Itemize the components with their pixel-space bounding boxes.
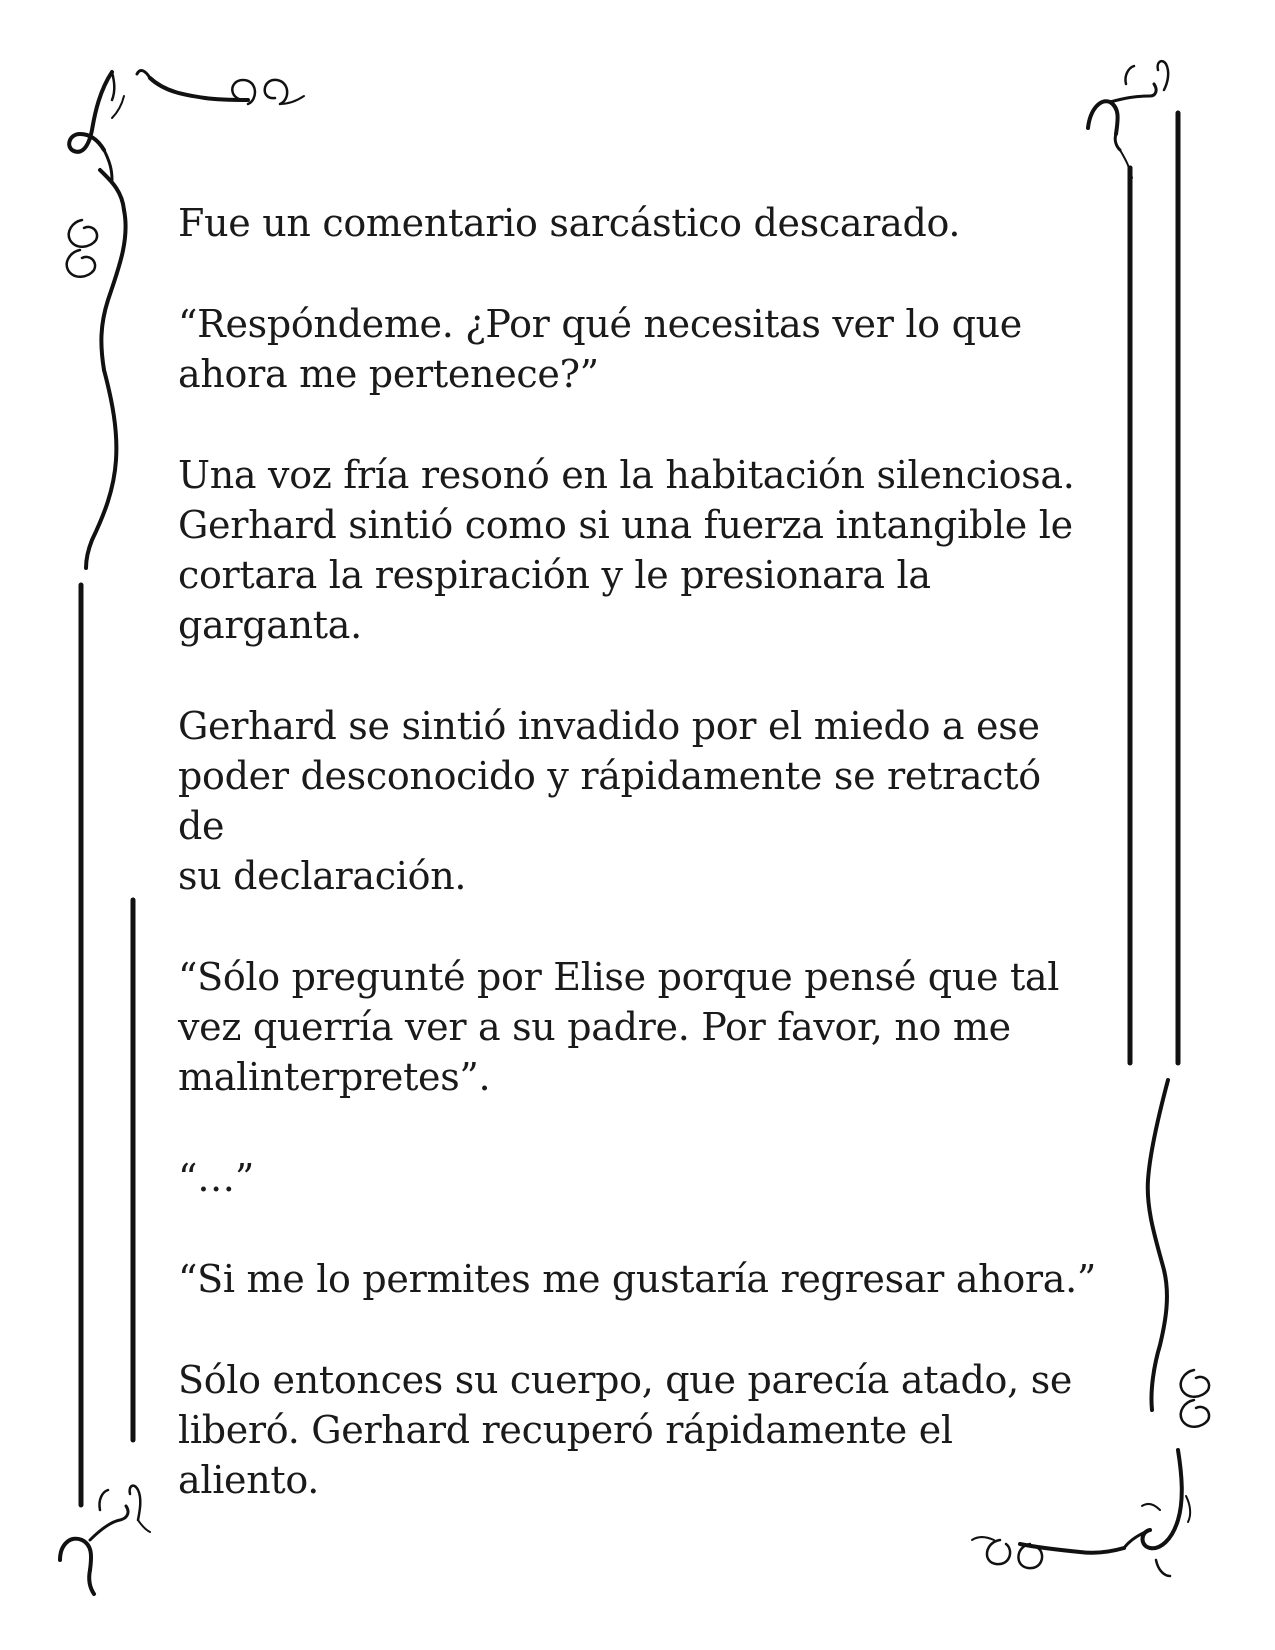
paragraph: “Si me lo permites me gustaría regresar ahora.” (178, 1257, 1097, 1301)
paragraph: Sólo entonces su cuerpo, que parecía atado, se liberó. Gerhard recuperó rápidamente el aliento. (178, 1358, 1073, 1502)
paragraph: “…” (178, 1156, 254, 1200)
paragraph: Una voz fría resonó en la habitación silenciosa. Gerhard sintió como si una fuerza intangible le cortara la respiración y le presionara la garganta. (178, 453, 1075, 647)
document-body (178, 198, 1098, 1556)
paragraph: “Respóndeme. ¿Por qué necesitas ver lo que ahora me pertenece?” (178, 302, 1022, 396)
paragraph: Fue un comentario sarcástico descarado. (178, 201, 961, 245)
top-right-flourish (1088, 61, 1178, 1063)
paragraph: “Sólo pregunté por Elise porque pensé que tal vez querría ver a su padre. Por favor, no me malinterpretes”. (178, 955, 1060, 1099)
paragraph: Gerhard se sintió invadido por el miedo a ese poder desconocido y rápidamente se retractó de su declaración. (178, 704, 1041, 898)
bottom-left-flourish (60, 1486, 150, 1594)
